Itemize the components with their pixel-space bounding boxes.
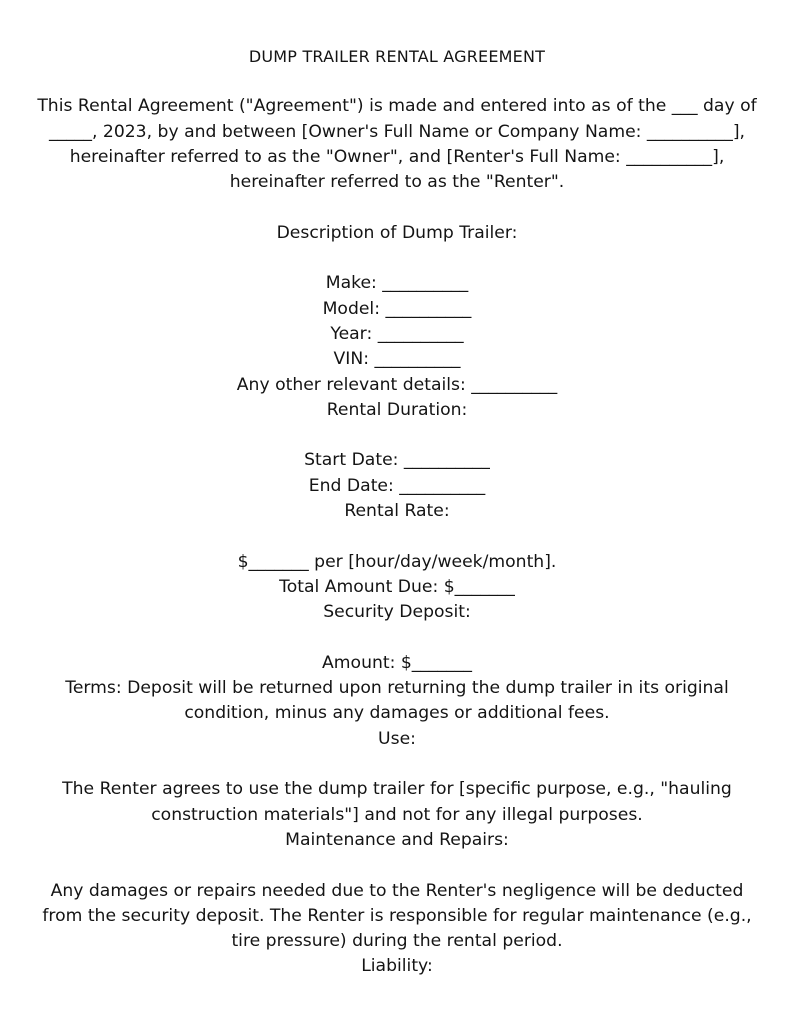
spacer: [30, 626, 764, 651]
vin-field: VIN: __________: [333, 349, 461, 370]
maintenance-section: [30, 828, 764, 954]
use-heading: Use:: [378, 728, 416, 749]
document-title: DUMP TRAILER RENTAL AGREEMENT: [248, 47, 546, 66]
duration-heading: Rental Duration:: [326, 399, 468, 420]
rate-heading: Rental Rate:: [344, 501, 450, 522]
deposit-heading: Security Deposit:: [323, 602, 471, 623]
deposit-section: [30, 600, 764, 726]
model-field: Model: __________: [322, 298, 472, 319]
liability-section: [30, 954, 764, 979]
start-date-field: Start Date: __________: [304, 450, 490, 471]
maintenance-heading: Maintenance and Repairs:: [285, 829, 509, 850]
intro-paragraph: [30, 94, 764, 195]
intro-line: _____, 2023, by and between [Owner's Full Name or Company Name: __________],: [48, 121, 746, 142]
use-section: [30, 727, 764, 828]
spacer: [30, 853, 764, 878]
deposit-terms-line: Terms: Deposit will be returned upon returning the dump trailer in its original: [65, 678, 729, 699]
intro-line: hereinafter referred to as the "Renter".: [229, 172, 565, 193]
spacer: [30, 752, 764, 777]
total-amount-field: Total Amount Due: $_______: [279, 576, 515, 597]
make-field: Make: __________: [325, 273, 469, 294]
duration-section: [30, 398, 764, 499]
deposit-amount-field: Amount: $_______: [322, 652, 472, 673]
maintenance-line: tire pressure) during the rental period.: [231, 931, 563, 952]
spacer: [30, 246, 764, 271]
use-line: construction materials"] and not for any illegal purposes.: [151, 804, 643, 825]
deposit-terms-line: condition, minus any damages or additional fees.: [184, 703, 610, 724]
maintenance-line: Any damages or repairs needed due to the Renter's negligence will be deducted: [50, 880, 744, 901]
description-heading: Description of Dump Trailer:: [276, 222, 518, 243]
maintenance-line: from the security deposit. The Renter is responsible for regular maintenance (e.g.,: [42, 905, 752, 926]
spacer: [30, 524, 764, 549]
intro-line: hereinafter referred to as the "Owner", and [Renter's Full Name: __________],: [69, 146, 725, 167]
end-date-field: End Date: __________: [308, 475, 486, 496]
intro-line: This Rental Agreement ("Agreement") is made and entered into as of the ___ day of: [37, 96, 757, 117]
liability-heading: Liability:: [361, 956, 433, 977]
spacer: [30, 423, 764, 448]
year-field: Year: __________: [330, 323, 464, 344]
description-section: [30, 221, 764, 398]
spacer: [30, 195, 764, 220]
other-details-field: Any other relevant details: __________: [236, 374, 558, 395]
rate-field: $_______ per [hour/day/week/month].: [237, 551, 557, 572]
use-line: The Renter agrees to use the dump trailer for [specific purpose, e.g., "hauling: [62, 779, 732, 800]
rate-section: [30, 499, 764, 600]
